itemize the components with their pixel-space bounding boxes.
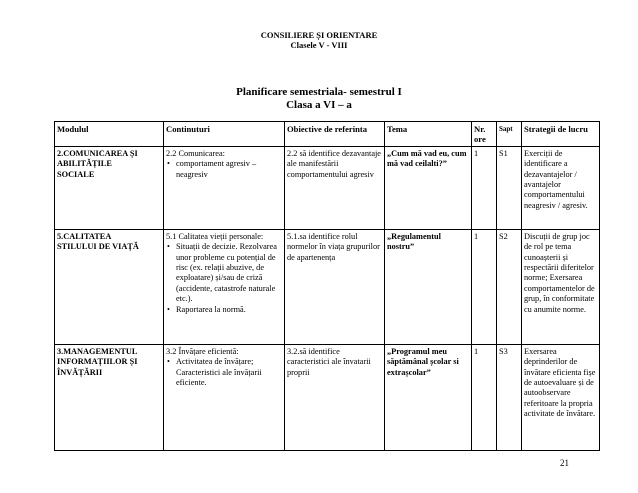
table-row	[55, 344, 600, 450]
cell-modul	[55, 146, 164, 229]
continut-list	[166, 357, 282, 388]
document-header-grades: Clasele V - VIII	[290, 40, 348, 50]
modul-line: ABILITĂȚILE	[57, 159, 112, 169]
header-strategii: Strategii de lucru	[522, 122, 600, 147]
continut-item: • Raportarea la normă.	[166, 305, 282, 315]
cell-obiective: 2.2 să identifice dezavantaje ale manifestării comportamentului agresiv	[285, 146, 385, 229]
cell-nr-ore: 1	[472, 229, 497, 344]
header-nr-line2: ore	[474, 134, 486, 145]
table-row	[55, 229, 600, 344]
cell-strategii: Discuții de grup joc de rol pe tema cunoașterii și respectării diferitelor norme; Exersarea comportamentelor de grup, în conformitate cu anumite norme.	[522, 229, 600, 344]
cell-nr-ore: 1	[472, 146, 497, 229]
table-row	[55, 146, 600, 229]
table-header-row	[55, 122, 600, 147]
cell-modul	[55, 344, 164, 450]
header-obiective: Obiective de referinta	[285, 122, 385, 147]
header-continuturi: Continuturi	[164, 122, 285, 147]
cell-continuturi	[164, 229, 285, 344]
page-title: Planificare semestriala- semestrul I	[236, 86, 402, 98]
continut-intro: 5.1 Calitatea vieții personale:	[166, 231, 264, 241]
cell-obiective: 3.2.să identifice caracteristici ale învatarii proprii	[285, 344, 385, 450]
planning-table	[54, 121, 600, 451]
cell-tema: „Cum mă vad eu, cum mă vad ceilalti?”	[385, 146, 472, 229]
cell-tema: „Programul meu săptămânal școlar si extrașcolar”	[385, 344, 472, 450]
cell-sapt: S3	[497, 344, 522, 450]
modul-line: 2.COMUNICAREA ȘI	[57, 148, 138, 158]
header-nr-ore	[472, 122, 497, 147]
header-sapt: Sapt	[497, 122, 522, 147]
header-modulul: Modulul	[55, 122, 164, 147]
continut-intro: 2.2 Comunicarea:	[166, 148, 225, 158]
continut-list	[166, 242, 282, 315]
page-subtitle: Clasa a VI – a	[286, 99, 352, 111]
modul-line: 5.CALITATEA	[57, 231, 112, 241]
modul-line: STILULUI DE VIAȚĂ	[57, 242, 139, 252]
modul-line: SOCIALE	[57, 169, 95, 179]
modul-line: INFORMAȚIILOR ȘI	[57, 357, 138, 367]
cell-tema: „Regulamentul nostru”	[385, 229, 472, 344]
continut-item: • Situații de decizie. Rezolvarea unor probleme cu potențial de risc (ex. relații abuzive, de exploatare) și/sau de criză (accidente, catastrofe naturale etc.).	[166, 242, 282, 304]
cell-obiective: 5.1.sa identifice rolul normelor în viața grupurilor de apartenența	[285, 229, 385, 344]
continut-item: • comportament agresiv – neagresiv	[166, 159, 282, 180]
cell-strategii: Exersarea deprinderilor de învătare eficienta fișe de autoevaluare și de autoobservare referitoare la propria activitate de învătare.	[522, 344, 600, 450]
header-tema: Tema	[385, 122, 472, 147]
modul-line: ÎNVĂȚĂRII	[57, 367, 103, 377]
cell-nr-ore: 1	[472, 344, 497, 450]
continut-item: • Activitatea de învățare; Caracteristici ale învățarii eficiente.	[166, 357, 282, 388]
continut-intro: 3.2 Învățare eficientă:	[166, 346, 239, 356]
cell-sapt: S1	[497, 146, 522, 229]
continut-list	[166, 159, 282, 180]
header-nr-line1: Nr.	[474, 124, 486, 134]
cell-modul	[55, 229, 164, 344]
cell-sapt: S2	[497, 229, 522, 344]
page-number: 21	[560, 458, 569, 468]
document-header-subject: CONSILIERE ȘI ORIENTARE	[260, 30, 378, 40]
cell-continuturi	[164, 146, 285, 229]
cell-strategii: Exerciții de identificare a dezavantajelor / avantajelor comportamentului neagresiv / agresiv.	[522, 146, 600, 229]
modul-line: 3.MANAGEMENTUL	[57, 346, 138, 356]
cell-continuturi	[164, 344, 285, 450]
